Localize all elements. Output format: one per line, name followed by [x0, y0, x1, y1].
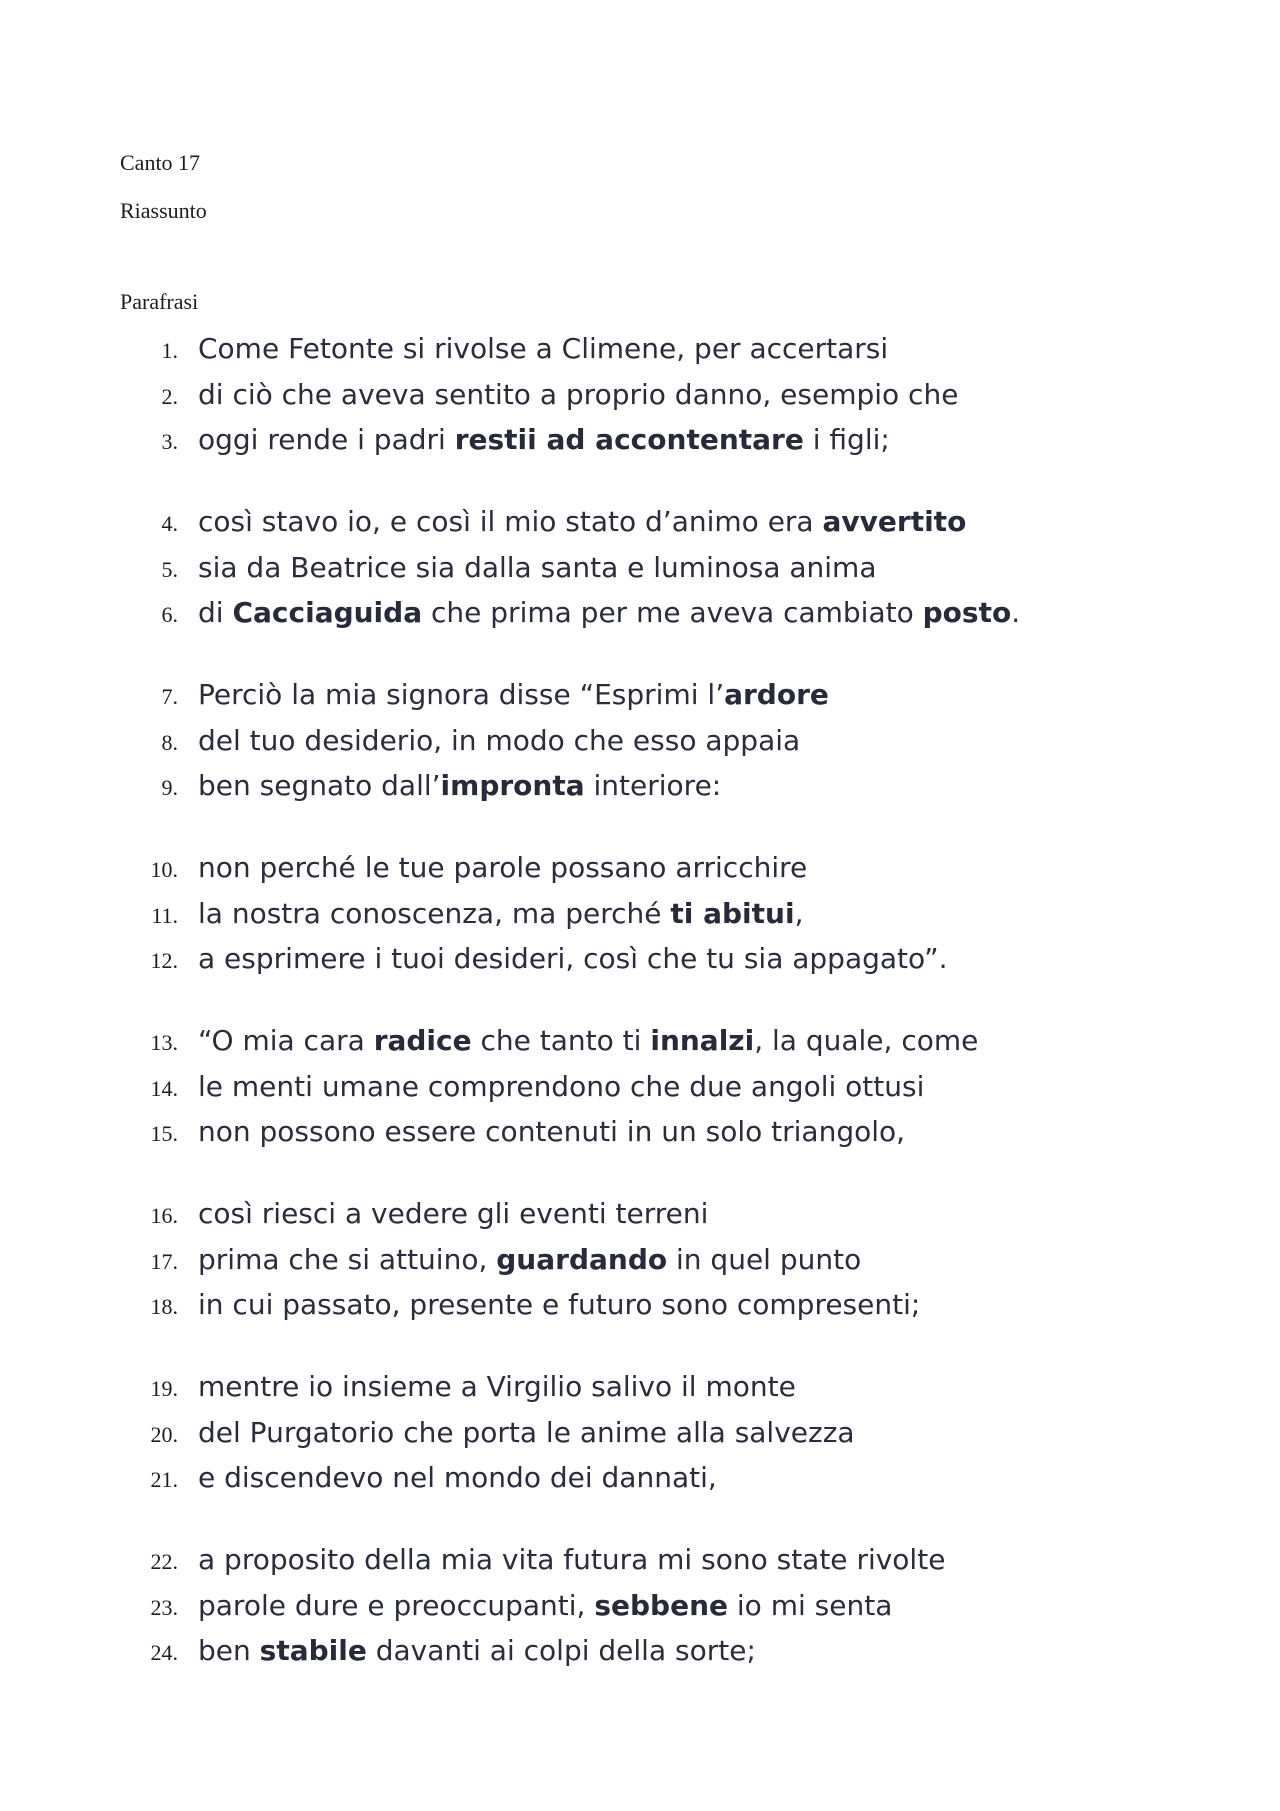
- verse-text: [198, 1545, 945, 1576]
- verse-number: 19.: [150, 1376, 178, 1401]
- verse-number: 12.: [150, 948, 178, 973]
- verse-number: 20.: [150, 1422, 178, 1447]
- verse-text: [198, 380, 958, 411]
- verse-segment: mentre io insieme a Virgilio salivo il monte: [198, 1370, 796, 1403]
- verse-text: [198, 598, 1020, 629]
- verse-keyword: sebbene: [594, 1589, 728, 1622]
- verse-segment: davanti ai colpi della sorte;: [366, 1634, 756, 1667]
- verse-line: [0, 1195, 1200, 1235]
- verse-line: [0, 676, 1200, 716]
- verse-keyword: Cacciaguida: [232, 596, 423, 629]
- verse-segment: non perché le tue parole possano arricchire: [198, 851, 808, 884]
- verse-keyword: avvertito: [822, 505, 967, 538]
- verse-text: [198, 1245, 861, 1276]
- verse-line: [0, 1113, 1200, 1153]
- verse-segment: in quel punto: [667, 1243, 862, 1276]
- verse-keyword: impronta: [440, 769, 585, 802]
- verse-segment: in cui passato, presente e futuro sono compresenti;: [198, 1288, 921, 1321]
- verse-text: [198, 1290, 920, 1321]
- verse-text: [198, 1418, 855, 1449]
- verse-segment: Come Fetonte si rivolse a Climene, per accertarsi: [198, 332, 889, 365]
- verse-segment: a proposito della mia vita futura mi sono state rivolte: [198, 1543, 946, 1576]
- verse-number: 2.: [161, 384, 178, 409]
- canto-title: Canto 17: [120, 150, 201, 175]
- verse-line: [0, 1022, 1200, 1062]
- verse-keyword: innalzi: [650, 1024, 755, 1057]
- verse-segment: sia da Beatrice sia dalla santa e luminosa anima: [198, 551, 877, 584]
- verse-keyword: ti abitui: [670, 897, 795, 930]
- verse-number: 15.: [150, 1121, 178, 1146]
- verse-segment: parole dure e preoccupanti,: [198, 1589, 595, 1622]
- verse-number: 14.: [150, 1076, 178, 1101]
- verse-text: [198, 1591, 892, 1622]
- verse-number: 17.: [150, 1249, 178, 1274]
- verse-text: [198, 1636, 756, 1667]
- verse-segment: ben: [198, 1634, 260, 1667]
- verse-text: [198, 944, 948, 975]
- verse-keyword: guardando: [496, 1243, 668, 1276]
- verse-number: 3.: [161, 429, 178, 454]
- verse-number: 21.: [150, 1467, 178, 1492]
- verse-line: [0, 549, 1200, 589]
- verse-text: [198, 853, 807, 884]
- verse-number: 1.: [161, 338, 178, 363]
- verse-segment: che prima per me aveva cambiato: [422, 596, 923, 629]
- verse-number: 10.: [150, 857, 178, 882]
- verse-number: 5.: [161, 557, 178, 582]
- verse-segment: , la quale, come: [754, 1024, 979, 1057]
- verse-segment: così riesci a vedere gli eventi terreni: [198, 1197, 709, 1230]
- verse-segment: oggi rende i padri: [198, 423, 455, 456]
- verse-segment: di ciò che aveva sentito a proprio danno, esempio che: [198, 378, 959, 411]
- verse-text: [198, 507, 966, 538]
- verse-text: [198, 1072, 924, 1103]
- verse-line: [0, 1241, 1200, 1281]
- verse-text: [198, 771, 721, 802]
- verse-segment: la nostra conoscenza, ma perché: [198, 897, 671, 930]
- verse-number: 8.: [161, 730, 178, 755]
- verse-keyword: stabile: [259, 1634, 367, 1667]
- verse-line: [0, 849, 1200, 889]
- summary-heading: Riassunto: [120, 198, 207, 223]
- verse-line: [0, 376, 1200, 416]
- verse-number: 4.: [161, 511, 178, 536]
- verse-number: 24.: [150, 1640, 178, 1665]
- verse-number: 13.: [150, 1030, 178, 1055]
- verse-line: [0, 1632, 1200, 1672]
- verse-line: [0, 594, 1200, 634]
- verse-line: [0, 895, 1200, 935]
- verse-line: [0, 1368, 1200, 1408]
- verse-text: [198, 1199, 708, 1230]
- verse-number: 6.: [161, 602, 178, 627]
- verse-text: [198, 726, 800, 757]
- verse-line: [0, 1587, 1200, 1627]
- verse-text: [198, 553, 877, 584]
- verse-segment: “O mia cara: [198, 1024, 374, 1057]
- verse-number: 7.: [161, 684, 178, 709]
- verse-segment: così stavo io, e così il mio stato d’animo era: [198, 505, 823, 538]
- verse-line: [0, 330, 1200, 370]
- verse-line: [0, 503, 1200, 543]
- verse-line: [0, 940, 1200, 980]
- verse-text: [198, 425, 890, 456]
- verse-number: 22.: [150, 1549, 178, 1574]
- verse-keyword: radice: [373, 1024, 472, 1057]
- verse-text: [198, 899, 803, 930]
- verse-segment: a esprimere i tuoi desideri, così che tu sia appagato”.: [198, 942, 948, 975]
- verse-text: [198, 1463, 717, 1494]
- verse-line: [0, 421, 1200, 461]
- verse-line: [0, 767, 1200, 807]
- verse-segment: i figli;: [803, 423, 890, 456]
- verse-text: [198, 1026, 978, 1057]
- verse-text: [198, 334, 888, 365]
- verse-number: 16.: [150, 1203, 178, 1228]
- verse-segment: .: [1011, 596, 1021, 629]
- verse-line: [0, 1068, 1200, 1108]
- verse-segment: prima che si attuino,: [198, 1243, 497, 1276]
- verse-number: 23.: [150, 1595, 178, 1620]
- verse-segment: le menti umane comprendono che due angoli ottusi: [198, 1070, 925, 1103]
- verse-line: [0, 1286, 1200, 1326]
- verse-segment: e discendevo nel mondo dei dannati,: [198, 1461, 717, 1494]
- verse-segment: io mi senta: [728, 1589, 893, 1622]
- verse-segment: che tanto ti: [471, 1024, 651, 1057]
- verse-text: [198, 1117, 905, 1148]
- verse-line: [0, 1459, 1200, 1499]
- verse-segment: Perciò la mia signora disse “Esprimi l’: [198, 678, 725, 711]
- verse-segment: non possono essere contenuti in un solo triangolo,: [198, 1115, 906, 1148]
- verse-text: [198, 680, 829, 711]
- verse-keyword: ardore: [724, 678, 829, 711]
- verse-line: [0, 722, 1200, 762]
- verse-segment: di: [198, 596, 233, 629]
- verse-keyword: restii ad accontentare: [454, 423, 804, 456]
- verse-text: [198, 1372, 796, 1403]
- verse-segment: del Purgatorio che porta le anime alla salvezza: [198, 1416, 855, 1449]
- paraphrase-heading: Parafrasi: [120, 289, 199, 314]
- verse-segment: ben segnato dall’: [198, 769, 441, 802]
- verse-line: [0, 1414, 1200, 1454]
- verse-segment: ,: [794, 897, 804, 930]
- verse-keyword: posto: [922, 596, 1012, 629]
- verse-line: [0, 1541, 1200, 1581]
- verse-segment: interiore:: [584, 769, 722, 802]
- verse-number: 9.: [161, 775, 178, 800]
- verse-segment: del tuo desiderio, in modo che esso appaia: [198, 724, 801, 757]
- verse-number: 18.: [150, 1294, 178, 1319]
- verse-number: 11.: [151, 903, 178, 928]
